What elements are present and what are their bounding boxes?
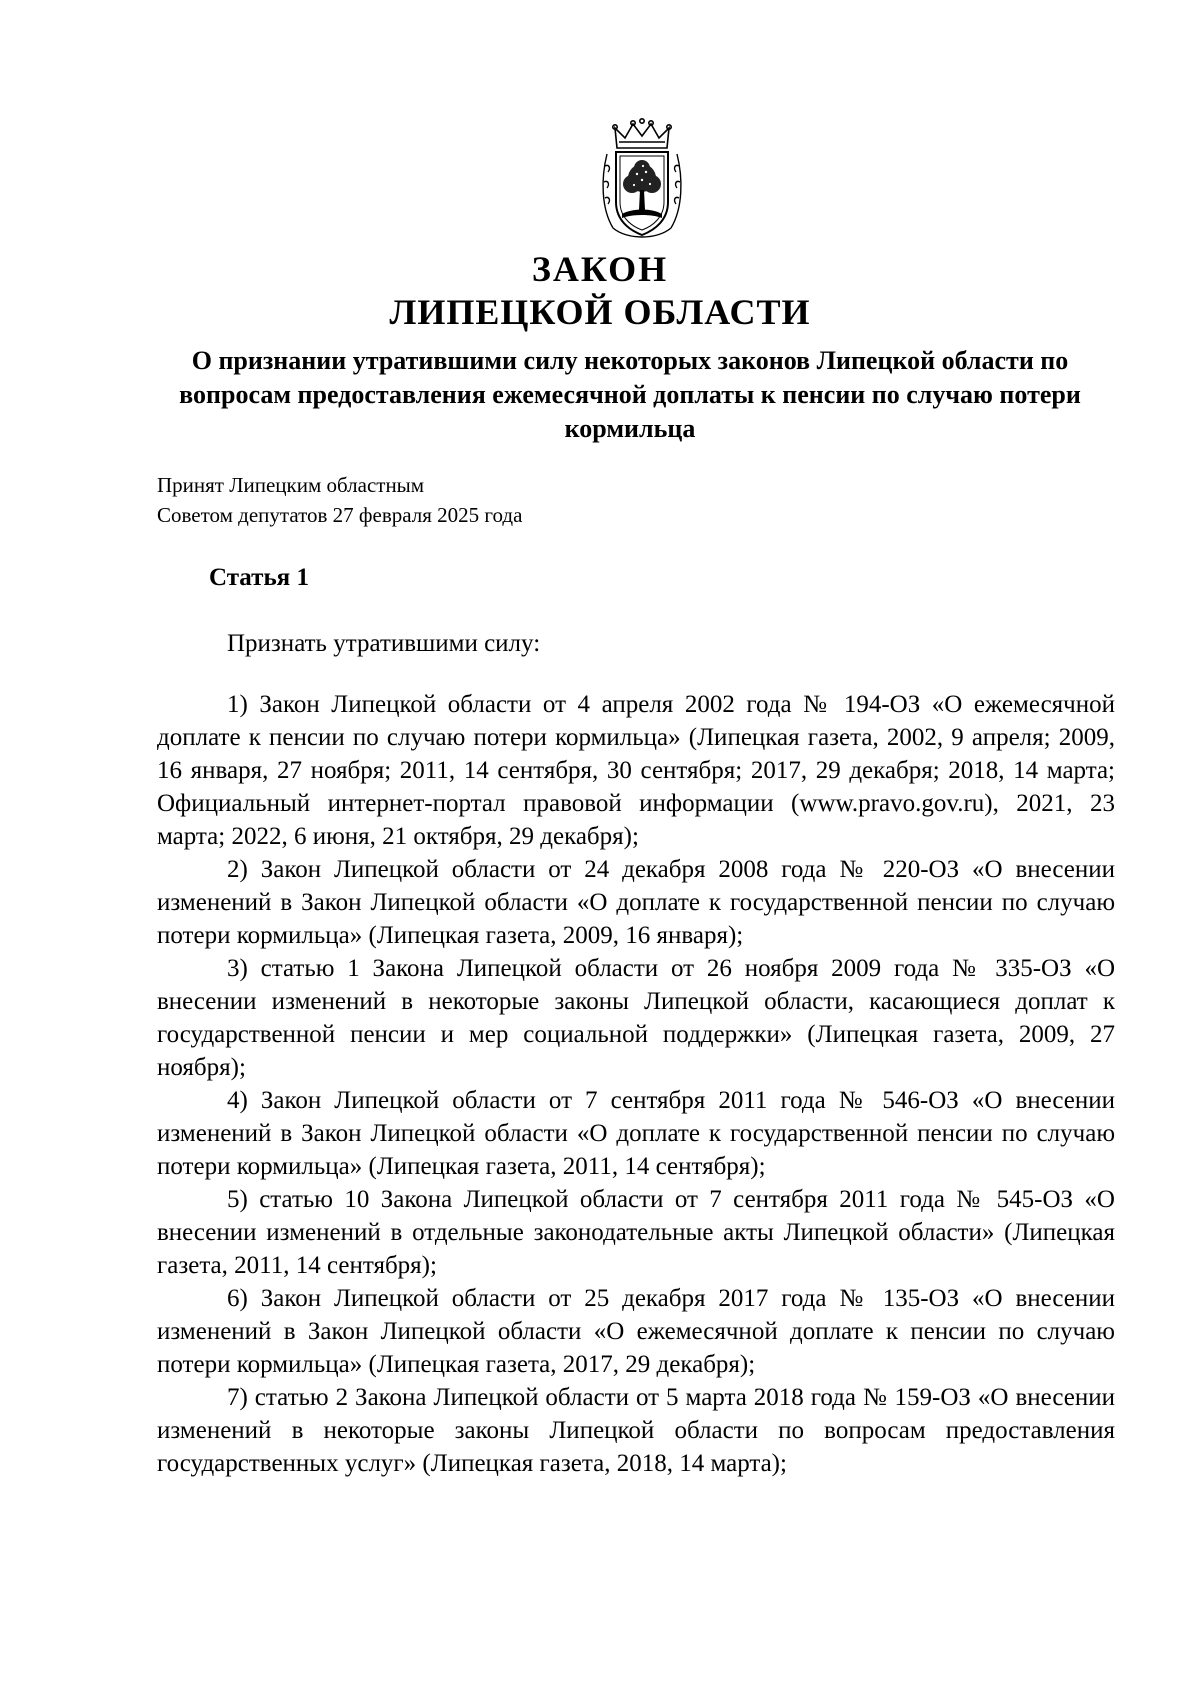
article-heading: Статья 1: [209, 564, 309, 591]
list-item: 6) Закон Липецкой области от 25 декабря 2017 года № 135-ОЗ «О внесении изменений в Закон Липецкой области «О ежемесячной доплате к пенсии по случаю потери кормильца» (Липецкая газета, 2017, 29 декабря);: [157, 1285, 1115, 1378]
document-title: ЗАКОН: [531, 249, 669, 289]
list-item: 5) статью 10 Закона Липецкой области от 7 сентября 2011 года № 545-ОЗ «О внесении изменений в отдельные законодательные акты Липецкой области» (Липецкая газета, 2011, 14 сентября);: [157, 1186, 1115, 1279]
list-item: 1) Закон Липецкой области от 4 апреля 2002 года № 194-ОЗ «О ежемесячной доплате к пенсии по случаю потери кормильца» (Липецкая газета, 2002, 9 апреля; 2009, 16 января, 27 ноября; 2011, 14 сентября, 30 сентября; 2017, 29 декабря; 2018, 14 марта; Официальный интернет-портал правовой информации (www.pravo.gov.ru), 2021, 23 марта; 2022, 6 июня, 21 октября, 29 декабря);: [157, 691, 1115, 850]
adoption-line-1: Принят Липецким областным: [157, 473, 425, 497]
document-region-title: ЛИПЕЦКОЙ ОБЛАСТИ: [389, 292, 811, 332]
adoption-line-2: Советом депутатов 27 февраля 2025 года: [157, 503, 523, 527]
article-intro: Признать утратившими силу:: [227, 630, 541, 657]
document-subtitle: О признании утратившими силу некоторых законов Липецкой области по вопросам предоставления ежемесячной доплаты к пенсии по случаю потери кормильца: [179, 346, 1081, 443]
list-item: 7) статью 2 Закона Липецкой области от 5 марта 2018 года № 159-ОЗ «О внесении изменений в некоторые законы Липецкой области по вопросам предоставления государственных услуг» (Липецкая газета, 2018, 14 марта);: [157, 1384, 1115, 1477]
list-item: 3) статью 1 Закона Липецкой области от 26 ноября 2009 года № 335-ОЗ «О внесении изменений в некоторые законы Липецкой области, касающиеся доплат к государственной пенсии и мер социальной поддержки» (Липецкая газета, 2009, 27 ноября);: [157, 955, 1115, 1081]
list-item: 2) Закон Липецкой области от 24 декабря 2008 года № 220-ОЗ «О внесении изменений в Закон Липецкой области «О доплате к государственной пенсии по случаю потери кормильца» (Липецкая газета, 2009, 16 января);: [157, 856, 1115, 949]
list-item: 4) Закон Липецкой области от 7 сентября 2011 года № 546-ОЗ «О внесении изменений в Закон Липецкой области «О доплате к государственной пенсии по случаю потери кормильца» (Липецкая газета, 2011, 14 сентября);: [157, 1087, 1115, 1180]
lipetsk-coat-of-arms-icon: [599, 118, 685, 244]
adoption-note: [157, 470, 522, 530]
article-items-list: [157, 688, 1115, 1480]
